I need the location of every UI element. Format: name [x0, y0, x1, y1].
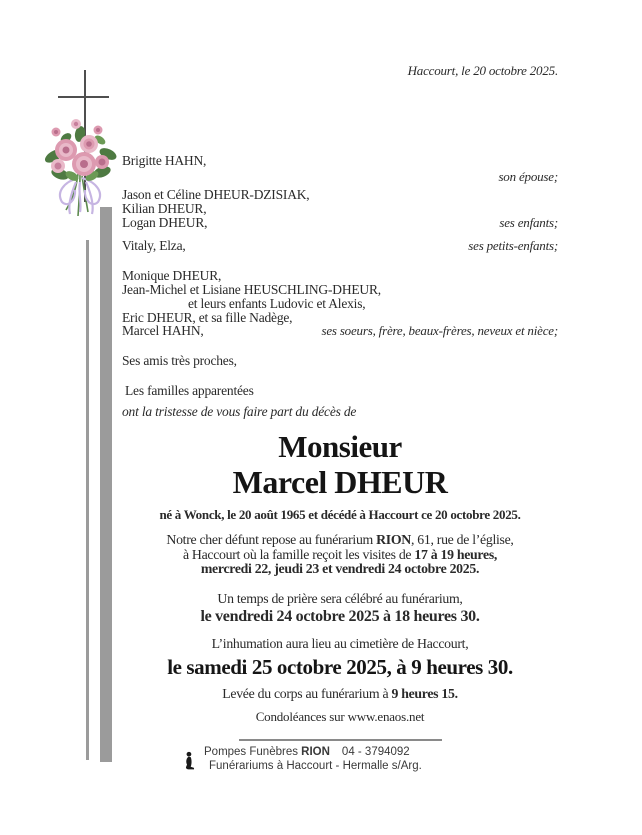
- visitation-text: Notre cher défunt repose au funérarium: [166, 532, 377, 547]
- relative-row: [122, 283, 558, 297]
- visitation-hours: 17 à 19 heures,: [414, 546, 498, 562]
- deceased-life-dates: né à Wonck, le 20 août 1965 et décédé à Haccourt ce 20 octobre 2025.: [159, 507, 521, 523]
- burial-paragraph: [122, 636, 558, 680]
- relationship-label: son épouse;: [498, 169, 558, 185]
- cross-icon: [58, 96, 109, 98]
- deceased-title: Monsieur: [278, 429, 402, 464]
- dateline: Haccourt, le 20 octobre 2025.: [407, 63, 558, 78]
- relative-row: [122, 216, 558, 230]
- relative-names: Vitaly, Elza,: [122, 238, 186, 254]
- footer-brand: RION: [301, 746, 330, 758]
- relative-names: Logan DHEUR,: [122, 214, 208, 230]
- relationship-label: ses petits-enfants;: [468, 238, 558, 254]
- visitation-text: , 61, rue de l’église,: [410, 532, 514, 547]
- visitation-line2: [122, 548, 558, 563]
- prayer-datetime: le vendredi 24 octobre 2025 à 18 heures 30.: [200, 608, 480, 625]
- visitation-paragraph: [122, 533, 558, 577]
- relative-names: Monique DHEUR,: [122, 268, 222, 284]
- left-rule-thick: [100, 207, 112, 762]
- relative-names: Eric DHEUR, et sa fille Nadège,: [122, 309, 293, 325]
- relative-row: [122, 154, 558, 168]
- visitation-text: à Haccourt où la famille reçoit les visites de: [182, 546, 415, 562]
- deceased-heading: [122, 431, 558, 523]
- relative-row: [122, 239, 558, 253]
- footer-brand-prefix: Pompes Funèbres: [204, 746, 302, 758]
- relative-row: [122, 170, 558, 184]
- visitation-line1: [122, 533, 558, 548]
- relative-names: Jason et Céline DHEUR-DZISIAK,: [122, 187, 310, 203]
- relative-row: [122, 311, 558, 325]
- prayer-line1: Un temps de prière sera célébré au funérarium,: [217, 591, 463, 606]
- relative-names: Jean-Michel et Lisiane HEUSCHLING-DHEUR,: [122, 282, 381, 298]
- footer-divider: [239, 739, 442, 741]
- relationship-label: ses enfants;: [499, 214, 558, 230]
- relative-names: et leurs enfants Ludovic et Alexis,: [188, 295, 366, 311]
- relative-row: [122, 297, 558, 311]
- relative-row: [122, 202, 558, 216]
- footer-line2: Funérariums à Haccourt - Hermalle s/Arg.: [209, 759, 422, 772]
- funeral-home-name: RION: [376, 532, 411, 547]
- deceased-name: Marcel DHEUR: [232, 463, 448, 500]
- levee-text: Levée du corps au funérarium à: [222, 686, 392, 701]
- levee-line: [122, 686, 558, 702]
- relative-row: [122, 269, 558, 283]
- footer-phone: 04 - 3794092: [341, 746, 410, 758]
- prayer-paragraph: [122, 591, 558, 626]
- levee-time: 9 heures 15.: [391, 686, 458, 701]
- visitation-dates: mercredi 22, jeudi 23 et vendredi 24 octobre 2025.: [200, 561, 480, 577]
- relative-names: Kilian DHEUR,: [122, 200, 207, 216]
- announcement-line: ont la tristesse de vous faire part du décès de: [122, 403, 357, 419]
- footer-line1: [204, 746, 422, 760]
- funeral-home-footer: [183, 746, 422, 773]
- relatives-list: [122, 154, 558, 419]
- condolences-line: Condoléances sur www.enaos.net: [255, 709, 425, 724]
- relative-names: Brigitte HAHN,: [122, 153, 207, 168]
- left-rule-thin: [86, 240, 89, 760]
- relative-names: Marcel HAHN,: [122, 323, 204, 339]
- praying-figure-icon: [183, 751, 197, 771]
- rose-bouquet-icon: [42, 112, 120, 220]
- footer-text: [204, 746, 422, 773]
- relative-row: [122, 188, 558, 202]
- friends-line: Ses amis très proches,: [122, 353, 237, 369]
- burial-datetime: le samedi 25 octobre 2025, à 9 heures 30.: [167, 655, 513, 679]
- related-families-line: Les familles apparentées: [125, 383, 254, 399]
- relative-row: [122, 324, 558, 338]
- burial-line1: L’inhumation aura lieu au cimetière de Haccourt,: [211, 636, 469, 651]
- relationship-label: ses soeurs, frère, beaux-frères, neveux et nièce;: [321, 323, 558, 339]
